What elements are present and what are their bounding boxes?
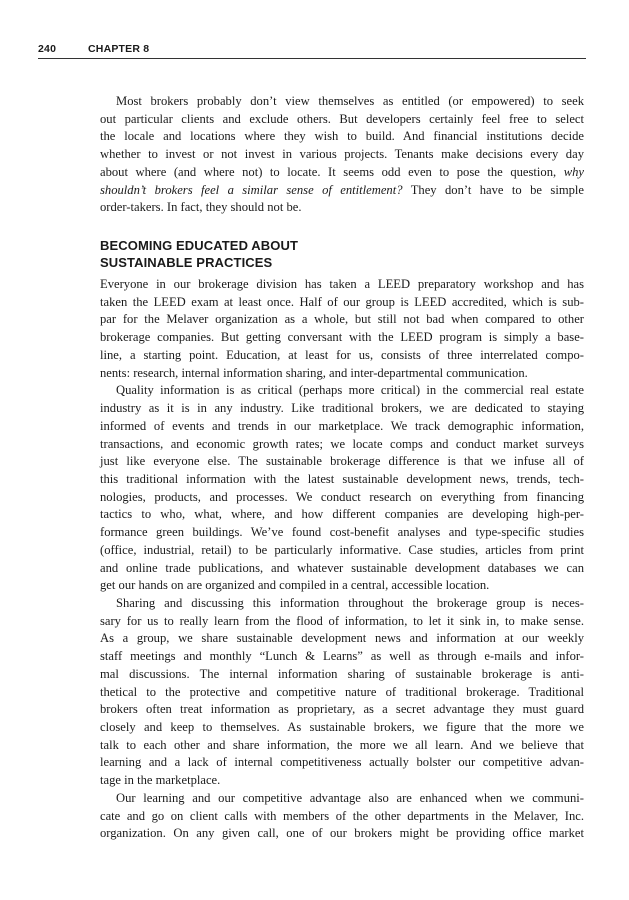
text-line: order-takers. In fact, they should not be. bbox=[100, 200, 302, 215]
text-line: the locale and locations where they wish to build. And financial institutions decide bbox=[100, 129, 584, 144]
text-line: mal discussions. The internal information sharing of sustainable brokerage is anti- bbox=[100, 666, 584, 681]
text-line: par for the Melaver organization as a whole, but still not bad when compared to other bbox=[100, 312, 584, 327]
section-heading-line: BECOMING EDUCATED ABOUT bbox=[100, 238, 299, 254]
paragraph-leed bbox=[100, 276, 584, 382]
text-line: this traditional information with the latest sustainable development news, trends, tech- bbox=[100, 471, 584, 486]
paragraph-communication bbox=[100, 790, 584, 843]
text-line: cate and go on client calls with members of the other departments in the Melaver, Inc. bbox=[100, 808, 584, 823]
text-line: industry as it is in any industry. Like traditional brokers, we are dedicated to staying bbox=[100, 401, 584, 416]
text-run: about where (and where not) to locate. It seems odd even to pose the question, bbox=[100, 164, 564, 179]
chapter-label: CHAPTER 8 bbox=[88, 43, 150, 55]
section-heading bbox=[100, 237, 584, 271]
text-line: thetical to the protective and competitive nature of traditional brokerage. Traditional bbox=[100, 684, 584, 699]
text-line: learning and a lack of internal competitiveness actually bolster our competitive advan- bbox=[100, 755, 584, 770]
page-number: 240 bbox=[38, 43, 57, 55]
text-line: and online trade publications, and whatever sustainable development databases we can bbox=[100, 560, 584, 575]
text-line: taken the LEED exam at least once. Half of our group is LEED accredited, which is sub- bbox=[100, 294, 584, 309]
text-line: brokers often treat information as proprietary, as a secret advantage they must guard bbox=[100, 702, 584, 717]
text-line: just like everyone else. The sustainable brokerage difference is that we infuse all of bbox=[100, 454, 584, 469]
text-line: get our hands on are organized and compiled in a central, accessible location. bbox=[100, 578, 490, 593]
text-line: sary for us to really learn from the flood of information, to let it sink in, to make sense. bbox=[100, 613, 584, 628]
text-line: (office, industrial, retail) to be particularly informative. Case studies, articles from print bbox=[100, 542, 584, 557]
text-line: formance green buildings. We’ve found cost-benefit analyses and type-specific studies bbox=[100, 525, 584, 540]
paragraph-entitlement bbox=[100, 93, 584, 217]
text-line: Everyone in our brokerage division has taken a LEED preparatory workshop and has bbox=[100, 277, 584, 292]
text-line: brokerage companies. But getting conversant with the LEED program is simply a base- bbox=[100, 330, 584, 345]
text-line: line, a starting point. Education, at least for us, consists of three interrelated compo- bbox=[100, 347, 584, 362]
italic-run: why bbox=[563, 164, 584, 179]
text-line: transactions, and economic growth rates; we locate comps and conduct market surveys bbox=[100, 436, 584, 451]
text-line: tactics to who, what, where, and how different companies are developing high-per- bbox=[100, 507, 584, 522]
text-line: closely and keep to themselves. As sustainable brokers, we figure that the more we bbox=[100, 720, 584, 734]
text-line: informed of events and trends in our marketplace. We track demographic information, bbox=[100, 418, 584, 433]
text-line: As a group, we share sustainable development news and information at our weekly bbox=[100, 631, 584, 646]
text-line: out particular clients and exclude others. But developers certainly feel free to select bbox=[100, 111, 584, 126]
paragraph-research bbox=[100, 382, 584, 595]
text-line: talk to each other and share information, the more we all learn. And we believe that bbox=[100, 737, 584, 752]
text-line: Our learning and our competitive advantage also are enhanced when we communi- bbox=[116, 790, 584, 805]
text-line: whether to invest or not invest in various projects. Tenants make decisions every day bbox=[100, 147, 584, 162]
italic-run: shouldn’t brokers feel a similar sense of entitlement? bbox=[100, 182, 403, 197]
running-header bbox=[38, 42, 586, 59]
text-line: Quality information is as critical (perhaps more critical) in the commercial real estate bbox=[116, 383, 584, 398]
text-line: nents: research, internal information sharing, and inter-departmental communication. bbox=[100, 365, 528, 380]
text-line: tage in the marketplace. bbox=[100, 773, 221, 788]
section-heading-line: SUSTAINABLE PRACTICES bbox=[100, 255, 273, 271]
text-line: Most brokers probably don’t view themselves as entitled (or empowered) to seek bbox=[116, 94, 584, 108]
text-run: They don’t have to be simple bbox=[402, 182, 585, 197]
text-line: staff meetings and monthly “Lunch & Learns” as well as through e-mails and infor- bbox=[100, 649, 584, 664]
text-line: organization. On any given call, one of our brokers might be providing office market bbox=[100, 826, 584, 841]
text-line: Sharing and discussing this information throughout the brokerage group is neces- bbox=[116, 595, 584, 610]
text-line: nologies, products, and processes. We conduct research on everything from financing bbox=[100, 489, 584, 504]
text-line bbox=[100, 164, 584, 182]
page-body bbox=[100, 93, 584, 843]
paragraph-sharing bbox=[100, 595, 584, 790]
text-line bbox=[100, 182, 584, 200]
